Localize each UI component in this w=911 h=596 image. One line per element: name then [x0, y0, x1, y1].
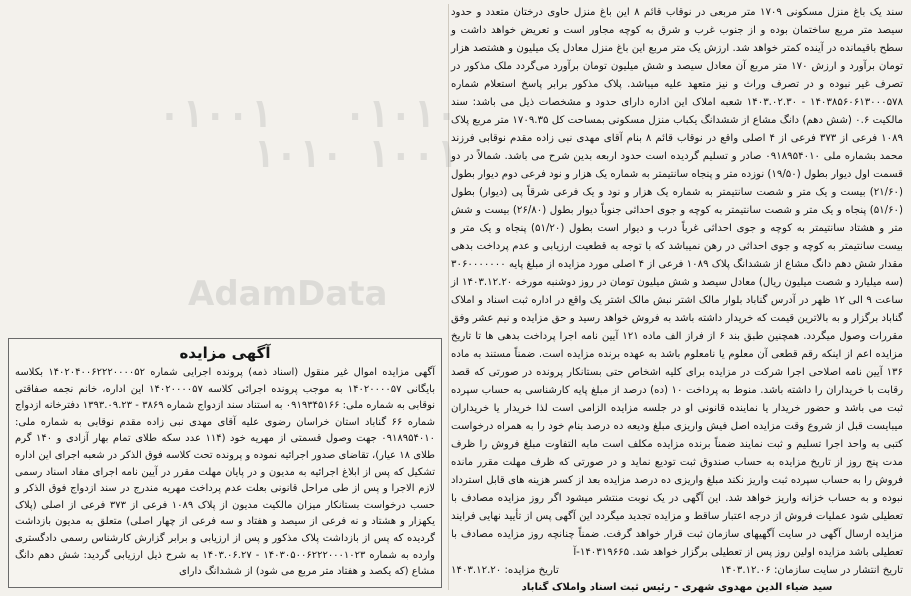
- notice-signature: سید ضیاء الدین مهدوی شهری - رئیس ثبت اسناد واملاک گناباد: [521, 582, 833, 593]
- notice-body-text: سند یک باغ منزل مسکونی ۱۷۰۹ متر مربعی در نوقاب قائم ۸ این باغ منزل حاوی درختان متعدد و حدود سیصد متر مربع ساختمان بوده و از جنوب غرب و شرق به کوچه مجاور است و تعریض خواهد داشت و سطح باقیمانده در آینده کمتر خواهد شد. ارزش یک متر مربع این باغ منزل معادل یک میلیون و هشتصد هزار تومان برآورد و ارزش ۱۷۰ متر مربع آن معادل سیصد و شش میلیون تومان برآورد می‌گردد ملک مذکور در تصرف غیر نبوده و در تصرف وراث و نیز متعهد علیه میباشد. پلاک مذکور برابر پاسخ استعلام شماره ۱۴۰۳۸۵۶۰۶۱۳۰۰۰۵۷۸ - ۱۴۰۳.۰۲.۳۰ شعبه املاک این اداره دارای حدود و مشخصات ذیل می باشد: سند مالکیت ۰.۶ (شش دهم) دانگ مشاع از ششدانگ یکباب منزل مسکونی بمساحت کل ۱۷۰۹.۳۵ متر مربع پلاک ۱۰۸۹ فرعی از ۳۷۳ فرعی از ۴ اصلی واقع در نوقاب قائم ۸ بنام آقای مهدی نبی زاده مقدم نوقابی فرزند محمد بشماره ملی ۰۹۱۸۹۵۴۰۱۰ صادر و تسلیم گردیده است حدود اربعه بدین شرح می باشد. شمالاً در دو قسمت اول دیوار بطول (۱۹/۵۰) نوزده متر و پنجاه سانتیمتر به شماره یک هزار و نود فرعی دوم دیوار بطول (۲۱/۶۰) بیست و یک متر و شصت سانتیمتر به شماره یک هزار و نود و یک فرعی شرقاً پی (دیوار) بطول (۵۱/۶۰) پنجاه و یک متر و شصت سانتیمتر به کوچه و جوی احداثی جنوباً دیوار بطول (۲۶/۸۰) بیست و شش متر و هشتاد سانتیمتر به کوچه و جوی احداثی غرباً درب و دیوار است بطول (۵۱/۲۰) پنجاه و یک متر و بیست سانتیمتر به کوچه و جوی احداثی در رهن نمیباشد که با توجه به قطعیت ارزیابی و عدم پرداخت بدهی مقدار شش دهم دانگ مشاع از ششدانگ پلاک ۱۰۸۹ فرعی از ۴ اصلی مورد مزایده از مبلغ پایه ۳۰۶۰۰۰۰۰۰۰ (سه میلیارد و شصت میلیون ریال) معادل سیصد و شش میلیون تومان در روز دوشنبه مورخه ۱۴۰۳.۱۲.۲۰ از ساعت ۹ الی ۱۲ ظهر در آدرس گناباد بلوار مالک اشتر نبش مالک اشتر یک واقع در اداره ثبت اسناد و املاک گناباد برگزار و به بالاترین قیمت که خریدار داشته باشد به فروش خواهد رسید و حق مزایده و نیم عشر وفق مقررات وصول میگردد. همچنین طبق بند ۶ از فراز الف ماده ۱۲۱ آیین نامه اجرا پرداخت بدهی ها تا تاریخ مزایده اعم از اینکه رقم قطعی آن معلوم یا نامعلوم باشد به عهده برنده مزایده است. ضمناً مستند به ماده ۱۳۶ آیین نامه اصلاحی اجرا شرکت در مزایده برای کلیه اشخاص حتی بستانکار پرونده در صورتی که قصد رقابت با خریداران را داشته باشد. منوط به پرداخت ۱۰ (ده) درصد از مبلغ پایه کارشناسی به حساب سپرده ثبت می باشد و حضور خریدار یا نماینده قانونی او در جلسه مزایده الزامی است لذا خریدار یا خریداران میبایست قبل از شروع وقت مزایده اصل فیش واریزی مبلغ ودیعه ده درصد بنام خود را به همراه درخواست کتبی به واحد اجرا تسلیم و ثبت نمایند ضمناً برنده مزایده مکلف است مابه التفاوت مبلغ فروش را ظرف مدت پنج روز از تاریخ مزایده به حساب صندوق ثبت تودیع نماید و در صورتی که ظرف مهلت مقرر مانده فروش را به حساب سپرده ثبت واریز نکند مبلغ واریزی ده درصد مزایده بعد از کسر هزینه های قابل استرداد نبوده و به حساب خزانه واریز خواهد شد. این آگهی در یک نوبت منتشر میشود اگر روز مزایده مصادف با تعطیلی شود عملیات فروش از درجه اعتبار ساقط و مزایده تجدید میگردد این آگهی پس از تأیید نهایی فرایند مزایده ارسال آگهی در سایت آگهیهای سازمان ثبت قرار خواهد گرفت. ضمناً چنانچه روز مزایده مصادف با تعطیلی باشد مزایده اولین روز پس از تعطیلی برگزار خواهد شد. ۱۴۰۳۱۹۶۶۵-آ: [451, 7, 904, 558]
- auction-notice-box: [8, 338, 442, 588]
- auction-notice-continuation: [451, 4, 904, 593]
- binary-watermark: ۰۱۰۱۰ ۰۱۰۰۱ ۱۰۰۱ ۱۰۱۰: [158, 92, 458, 176]
- brand-watermark: AdamData: [188, 274, 388, 314]
- auction-notice-title: آگهی مزایده: [179, 344, 271, 362]
- auction-date: تاریخ مزایده: ۱۴۰۳.۱۲.۲۰: [451, 565, 559, 576]
- left-top-area: [8, 4, 458, 334]
- notice-dates: [451, 562, 903, 579]
- column-divider: [448, 4, 449, 590]
- auction-notice-text: آگهی مزایده اموال غیر منقول (اسناد ذمه) پرونده اجرایی شماره ۱۴۰۲۰۴۰۰۶۲۲۲۰۰۰۰۵۲ بکلاسه بایگانی ۱۴۰۲۰۰۰۰۵۷ به موجب پرونده اجرائی کلاسه ۱۴۰۲۰۰۰۰۵۷ این اداره، خانم نجمه صفاقتی نوقابی به شماره ملی: ۰۹۱۹۳۴۵۱۶۶ به استناد سند ازدواج شماره ۳۸۶۹ - ۱۳۹۳.۰۹.۲۳ دفترخانه ازدواج شماره ۶۶ گناباد استان خراسان رضوی علیه آقای مهدی نبی زاده مقدم نوقابی به شماره ملی: ۰۹۱۸۹۵۴۰۱۰ جهت وصول قسمتی از مهریه خود (۱۱۴ عدد سکه طلای تمام بهار آزادی و ۱۴۰ گرم طلای ۱۸ عیار)، تقاضای صدور اجرائیه نموده و پرونده تحت کلاسه فوق الذکر در شعبه اجرای این اداره تشکیل که پس از ابلاغ اجرائیه به مدیون و در پایان مهلت مقرر در آیین نامه اجرای مفاد اسناد رسمی لازم الاجرا و پس از طی مراحل قانونی بعلت عدم پرداخت مهریه مندرج در سند ازدواج فوق الذکر و حسب درخواست بستانکار میزان مالکیت مدیون از پلاک ۱۰۸۹ فرعی از ۳۷۳ فرعی از اصلی (پلاک یکهزار و هشتاد و نه فرعی از سیصد و هفتاد و سه فرعی از چهار اصلی) متعلق به مدیون بازداشت گردیده که پس از بازداشت پلاک مذکور و پس از ارزیابی و برابر گزارش کارشناس رسمی دادگستری وارده به شماره ۱۴۰۳۰۵۰۰۶۲۲۲۰۰۰۱۰۲۳ - ۱۴۰۳.۰۶.۲۷ به شرح ذیل ارزیابی گردید: شش دهم دانگ مشاع (که یکصد و هفتاد متر مربع می شود) از ششدانگ دارای: [15, 367, 436, 578]
- publish-date: تاریخ انتشار در سایت سازمان: ۱۴۰۳.۱۲.۰۶: [720, 565, 903, 576]
